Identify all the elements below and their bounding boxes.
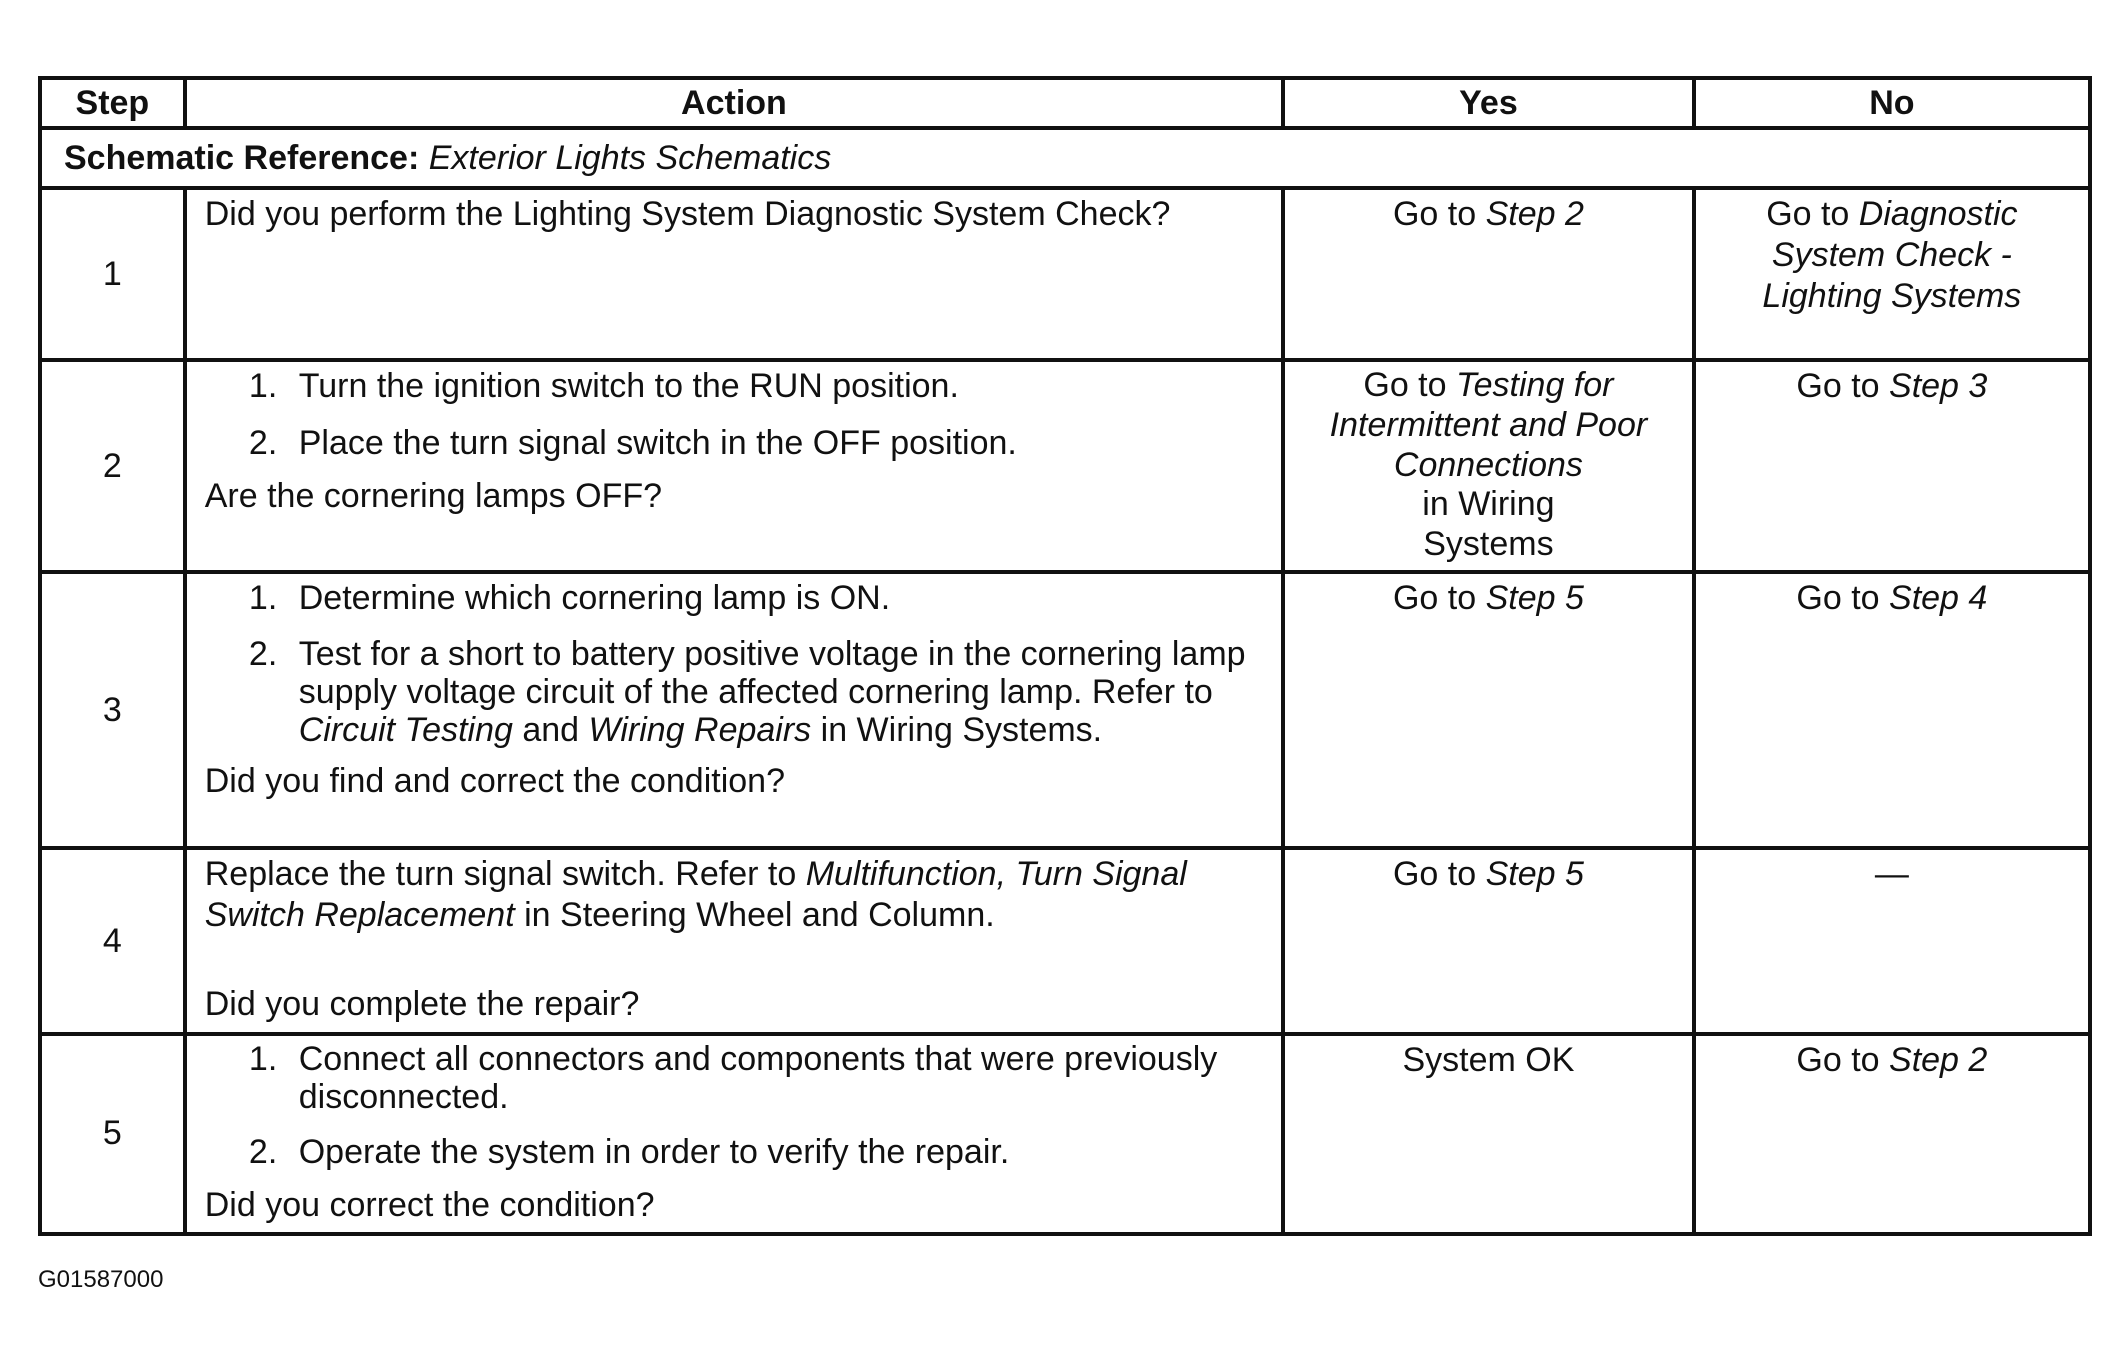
step-number: 1 xyxy=(40,188,185,360)
no-dash: — xyxy=(1874,855,1909,893)
step-text-end: in Wiring Systems. xyxy=(811,710,1103,749)
yes-prefix: Go to xyxy=(1363,366,1456,404)
action-question: Did you correct the condition? xyxy=(204,1185,655,1224)
no-prefix: Go to xyxy=(1796,367,1890,405)
schematic-reference-row xyxy=(40,128,2090,188)
step-text-mid: and xyxy=(512,710,589,749)
yes-testing-link[interactable]: Testing for Intermittent and Poor Connections xyxy=(1329,366,1648,484)
action-step-item: 1. Determine which cornering lamp is ON. xyxy=(287,578,1263,619)
no-step-link[interactable]: Step 3 xyxy=(1889,367,1988,405)
action-question: Did you find and correct the condition? xyxy=(204,762,785,801)
schematic-reference-link[interactable]: Exterior Lights Schematics xyxy=(428,138,832,177)
action-cell xyxy=(185,188,1283,360)
table-row xyxy=(40,360,2090,572)
action-text-start: Replace the turn signal switch. Refer to xyxy=(204,855,806,893)
schematic-reference xyxy=(40,128,2090,188)
yes-cell xyxy=(1283,572,1694,848)
header-row xyxy=(40,78,2090,128)
action-cell xyxy=(185,360,1283,572)
header-yes: Yes xyxy=(1283,78,1694,128)
action-step-item xyxy=(287,635,1263,749)
yes-step-link[interactable]: Step 5 xyxy=(1485,579,1584,617)
no-cell xyxy=(1694,572,2090,848)
no-step-link[interactable]: Step 2 xyxy=(1889,1041,1988,1079)
step-number: 4 xyxy=(40,848,185,1034)
no-cell xyxy=(1694,848,2090,1034)
yes-prefix: Go to xyxy=(1392,195,1486,233)
header-action: Action xyxy=(185,78,1283,128)
yes-cell xyxy=(1283,848,1694,1034)
yes-cell xyxy=(1283,360,1694,572)
no-cell xyxy=(1694,1034,2090,1234)
yes-prefix: Go to xyxy=(1392,579,1486,617)
step-text: Test for a short to battery positive voltage in the cornering lamp supply voltage circuit of the affected cornering lamp. Refer to xyxy=(298,634,1246,711)
step-number: 3 xyxy=(40,572,185,848)
action-step-item: 1. Turn the ignition switch to the RUN position. xyxy=(287,366,1263,407)
no-cell xyxy=(1694,360,2090,572)
table-row xyxy=(40,572,2090,848)
yes-system-ok: System OK xyxy=(1402,1041,1575,1079)
action-question: Did you perform the Lighting System Diagnostic System Check? xyxy=(204,195,1171,233)
multifunction-link[interactable]: Multifunction, Turn Signal Switch Replacement xyxy=(204,855,1187,934)
diagnostic-table xyxy=(38,76,2092,1236)
step-number: 2 xyxy=(40,360,185,572)
step-number: 5 xyxy=(40,1034,185,1234)
wiring-repairs-link[interactable]: Wiring Repairs xyxy=(588,710,812,749)
header-step: Step xyxy=(40,78,185,128)
yes-suffix: in Wiring Systems xyxy=(1422,485,1555,564)
yes-step-link[interactable]: Step 2 xyxy=(1485,195,1584,233)
figure-id: G01587000 xyxy=(38,1266,164,1293)
action-step-item: 2. Place the turn signal switch in the OFF position. xyxy=(287,423,1263,464)
action-steps xyxy=(205,366,1263,464)
action-steps xyxy=(205,1040,1263,1173)
no-prefix: Go to xyxy=(1796,579,1890,617)
action-cell xyxy=(185,572,1283,848)
yes-cell xyxy=(1283,1034,1694,1234)
table-row xyxy=(40,1034,2090,1234)
action-step-item: 2. Operate the system in order to verify the repair. xyxy=(287,1132,1263,1173)
action-cell xyxy=(185,848,1283,1034)
yes-step-link[interactable]: Step 5 xyxy=(1485,855,1584,893)
header-no: No xyxy=(1694,78,2090,128)
action-question: Did you complete the repair? xyxy=(204,984,640,1023)
action-cell xyxy=(185,1034,1283,1234)
yes-cell xyxy=(1283,188,1694,360)
no-cell xyxy=(1694,188,2090,360)
action-steps xyxy=(205,578,1263,749)
circuit-testing-link[interactable]: Circuit Testing xyxy=(298,710,513,749)
yes-prefix: Go to xyxy=(1392,855,1486,893)
table-row xyxy=(40,188,2090,360)
no-step-link[interactable]: Step 4 xyxy=(1889,579,1988,617)
no-prefix: Go to xyxy=(1766,195,1859,233)
action-text-end: in Steering Wheel and Column. xyxy=(514,895,995,934)
action-text xyxy=(205,854,1263,936)
action-question: Are the cornering lamps OFF? xyxy=(204,476,663,515)
no-prefix: Go to xyxy=(1796,1041,1890,1079)
schematic-reference-label: Schematic Reference: xyxy=(64,138,420,177)
no-diagnostic-link[interactable]: Diagnostic System Check - Lighting Systems xyxy=(1762,195,2022,315)
table-row xyxy=(40,848,2090,1034)
action-step-item: 1. Connect all connectors and components that were previously disconnected. xyxy=(287,1040,1263,1116)
